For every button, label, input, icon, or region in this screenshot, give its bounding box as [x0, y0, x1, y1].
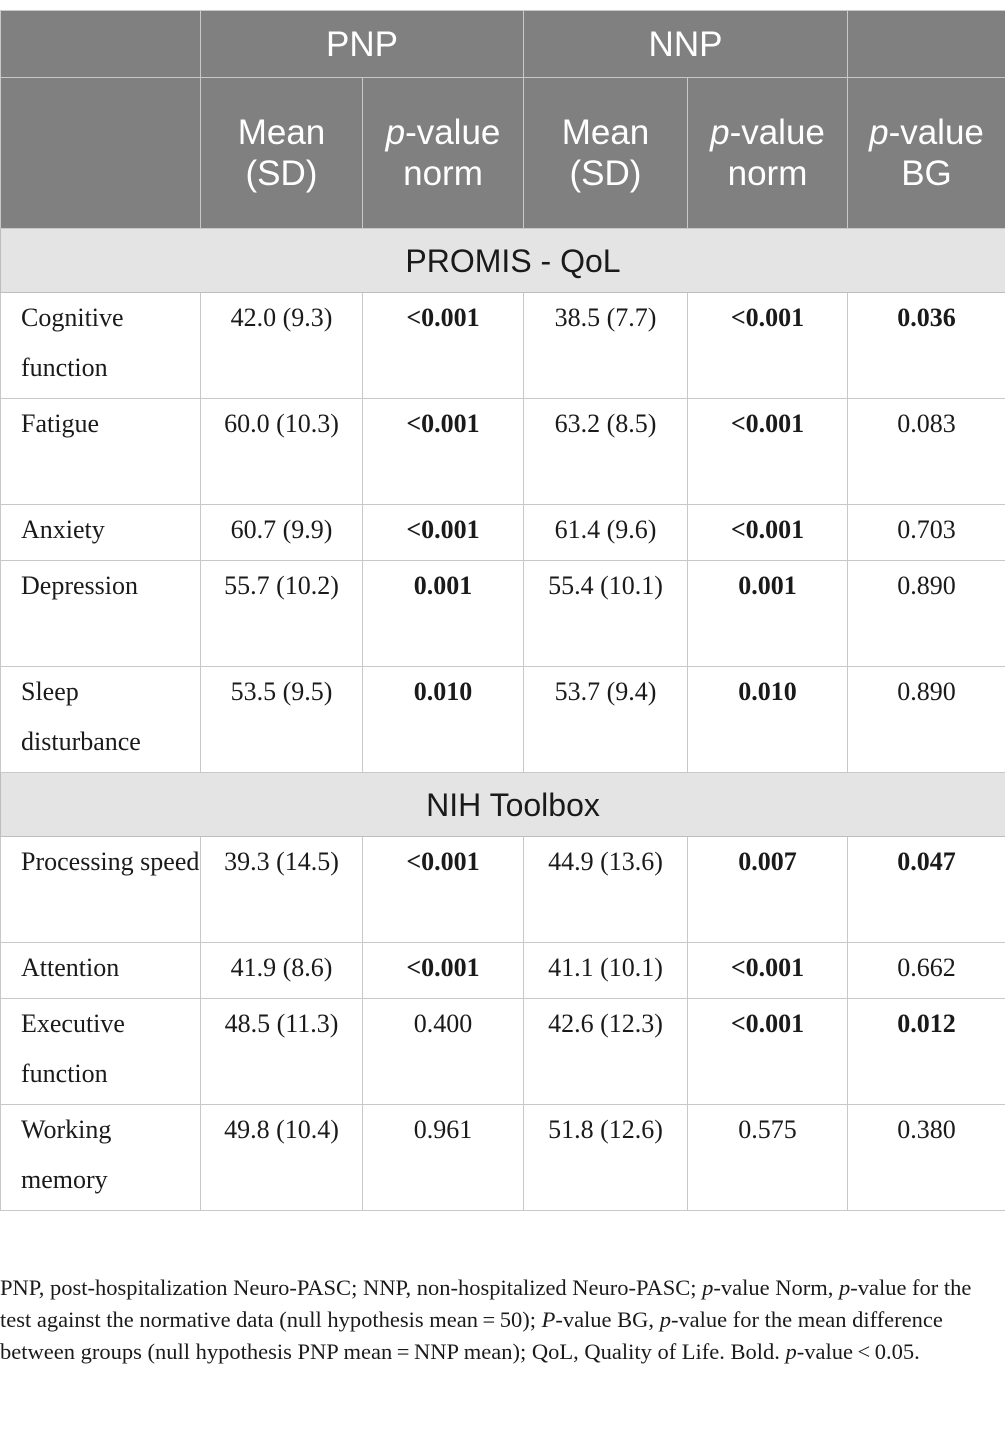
row-label: Cognitive function	[1, 293, 201, 399]
nnp-mean-cell: 63.2 (8.5)	[524, 399, 688, 505]
section-title: PROMIS - QoL	[1, 229, 1005, 293]
pnp-mean-cell: 60.7 (9.9)	[201, 505, 363, 561]
p-bg-cell: 0.662	[848, 943, 1005, 999]
nnp-mean-cell: 42.6 (12.3)	[524, 999, 688, 1105]
p-bg-cell: 0.012	[848, 999, 1005, 1105]
header-nnp-mean-sd: Mean (SD)	[524, 78, 688, 229]
row-label: Processing speed	[1, 837, 201, 943]
table-footnote: PNP, post-hospitalization Neuro-PASC; NNP, non-hospitalized Neuro-PASC; p-value Norm, p-value for the test against the normative data (null hypothesis mean = 50); P-value BG, p-value for the mean difference between groups (null hypothesis PNP mean = NNP mean); QoL, Quality of Life. Bold. p-value < 0.05.	[0, 1275, 972, 1364]
nnp-mean-cell: 41.1 (10.1)	[524, 943, 688, 999]
table-row	[1, 505, 1005, 561]
pnp-mean-cell: 41.9 (8.6)	[201, 943, 363, 999]
results-table	[0, 10, 1005, 1211]
pnp-p-norm-cell: 0.961	[363, 1105, 524, 1211]
table-row	[1, 293, 1005, 399]
p-bg-cell: 0.083	[848, 399, 1005, 505]
pnp-p-norm-cell: 0.400	[363, 999, 524, 1105]
nnp-p-norm-cell: <0.001	[688, 999, 848, 1105]
section-row-promis	[1, 229, 1005, 293]
nnp-p-norm-cell: <0.001	[688, 943, 848, 999]
header-group-nnp: NNP	[524, 11, 848, 78]
pnp-p-norm-cell: <0.001	[363, 293, 524, 399]
nnp-mean-cell: 51.8 (12.6)	[524, 1105, 688, 1211]
pnp-p-norm-cell: 0.010	[363, 667, 524, 773]
pnp-p-norm-cell: <0.001	[363, 505, 524, 561]
pnp-mean-cell: 53.5 (9.5)	[201, 667, 363, 773]
row-label: Depression	[1, 561, 201, 667]
nnp-p-norm-cell: <0.001	[688, 293, 848, 399]
nnp-p-norm-cell: 0.575	[688, 1105, 848, 1211]
table-row	[1, 999, 1005, 1105]
header-empty-cell	[1, 11, 201, 78]
pnp-mean-cell: 48.5 (11.3)	[201, 999, 363, 1105]
table-row	[1, 837, 1005, 943]
nnp-p-norm-cell: <0.001	[688, 399, 848, 505]
p-bg-cell: 0.380	[848, 1105, 1005, 1211]
nnp-p-norm-cell: 0.007	[688, 837, 848, 943]
nnp-p-norm-cell: 0.001	[688, 561, 848, 667]
table-row	[1, 667, 1005, 773]
table-row	[1, 399, 1005, 505]
table-row	[1, 1105, 1005, 1211]
nnp-p-norm-cell: <0.001	[688, 505, 848, 561]
header-empty-cell	[1, 78, 201, 229]
header-row-groups	[1, 11, 1005, 78]
nnp-mean-cell: 61.4 (9.6)	[524, 505, 688, 561]
row-label: Attention	[1, 943, 201, 999]
nnp-mean-cell: 38.5 (7.7)	[524, 293, 688, 399]
pnp-p-norm-cell: <0.001	[363, 943, 524, 999]
header-pnp-mean-sd: Mean (SD)	[201, 78, 363, 229]
header-empty-cell	[848, 11, 1005, 78]
table-row	[1, 943, 1005, 999]
row-label: Fatigue	[1, 399, 201, 505]
header-row-columns	[1, 78, 1005, 229]
header-nnp-p-norm: p-value norm	[688, 78, 848, 229]
nnp-mean-cell: 53.7 (9.4)	[524, 667, 688, 773]
header-group-pnp: PNP	[201, 11, 524, 78]
p-bg-cell: 0.890	[848, 561, 1005, 667]
pnp-mean-cell: 39.3 (14.5)	[201, 837, 363, 943]
header-pnp-p-norm: p-value norm	[363, 78, 524, 229]
nnp-mean-cell: 55.4 (10.1)	[524, 561, 688, 667]
pnp-mean-cell: 42.0 (9.3)	[201, 293, 363, 399]
p-bg-cell: 0.047	[848, 837, 1005, 943]
pnp-mean-cell: 49.8 (10.4)	[201, 1105, 363, 1211]
p-bg-cell: 0.036	[848, 293, 1005, 399]
pnp-p-norm-cell: <0.001	[363, 837, 524, 943]
row-label: Anxiety	[1, 505, 201, 561]
row-label: Working memory	[1, 1105, 201, 1211]
section-row-nih-toolbox	[1, 773, 1005, 837]
table-row	[1, 561, 1005, 667]
nnp-mean-cell: 44.9 (13.6)	[524, 837, 688, 943]
row-label: Executive function	[1, 999, 201, 1105]
pnp-p-norm-cell: 0.001	[363, 561, 524, 667]
p-bg-cell: 0.703	[848, 505, 1005, 561]
section-title: NIH Toolbox	[1, 773, 1005, 837]
nnp-p-norm-cell: 0.010	[688, 667, 848, 773]
row-label: Sleep disturbance	[1, 667, 201, 773]
pnp-p-norm-cell: <0.001	[363, 399, 524, 505]
pnp-mean-cell: 55.7 (10.2)	[201, 561, 363, 667]
header-p-bg: p-value BG	[848, 78, 1005, 229]
p-bg-cell: 0.890	[848, 667, 1005, 773]
pnp-mean-cell: 60.0 (10.3)	[201, 399, 363, 505]
